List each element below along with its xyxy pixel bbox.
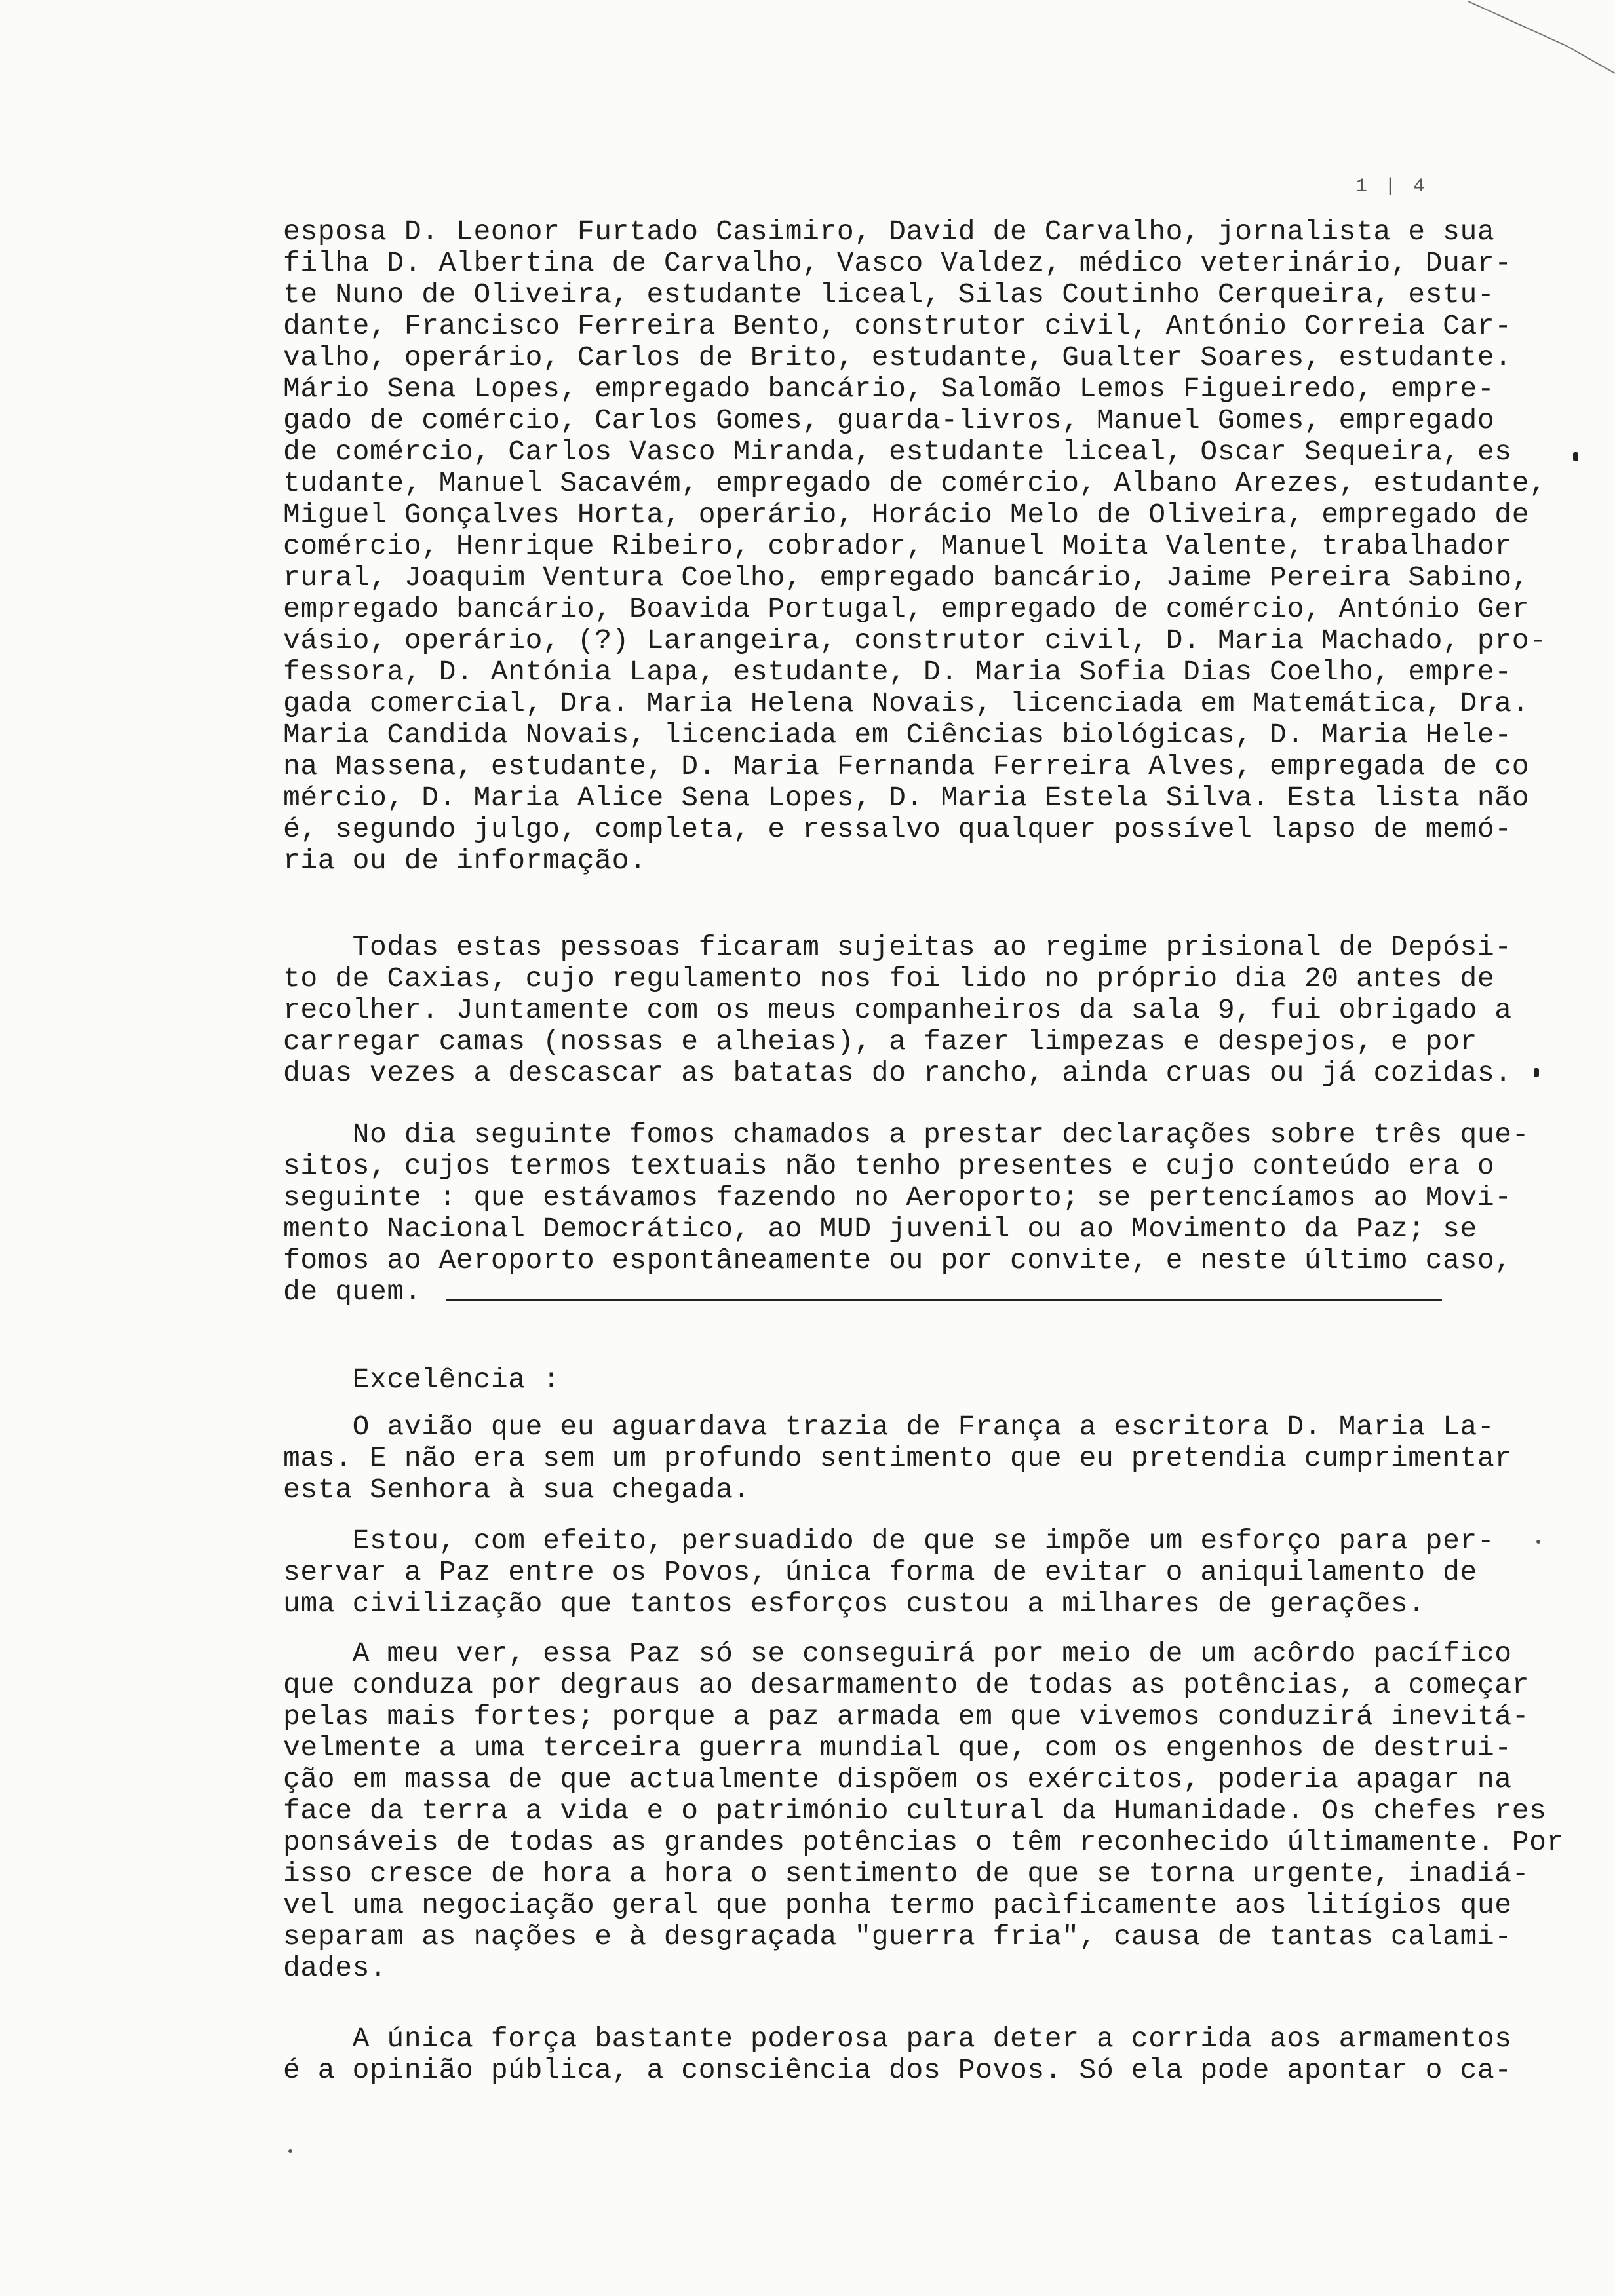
text-line: gado de comércio, Carlos Gomes, guarda-livros, Manuel Gomes, empregado <box>283 404 1495 436</box>
text-line: comércio, Henrique Ribeiro, cobrador, Manuel Moita Valente, trabalhador <box>283 530 1512 562</box>
scan-speck <box>1534 1068 1539 1077</box>
text-line: uma civilização que tantos esforços custou a milhares de gerações. <box>283 1588 1426 1620</box>
paragraph-name-list <box>283 216 1547 877</box>
text-line: ponsáveis de todas as grandes potências o têm reconhecido últimamente. Por <box>283 1826 1564 1858</box>
text-line: fomos ao Aeroporto espontâneamente ou por convite, e neste último caso, <box>283 1244 1512 1276</box>
text-line: vásio, operário, (?) Larangeira, construtor civil, D. Maria Machado, pro- <box>283 624 1547 657</box>
text-line: recolher. Juntamente com os meus companheiros da sala 9, fui obrigado a <box>283 994 1512 1026</box>
text-line: O avião que eu aguardava trazia de França a escritora D. Maria La- <box>283 1411 1495 1443</box>
text-line: A única força bastante poderosa para deter a corrida aos armamentos <box>283 2023 1512 2055</box>
text-line: de quem. <box>283 1276 422 1308</box>
text-line: servar a Paz entre os Povos, única forma de evitar o aniquilamento de <box>283 1556 1477 1588</box>
text-line: sitos, cujos termos textuais não tenho presentes e cujo conteúdo era o <box>283 1150 1495 1182</box>
text-line: gada comercial, Dra. Maria Helena Novais, licenciada em Matemática, Dra. <box>283 687 1530 719</box>
text-line: valho, operário, Carlos de Brito, estudante, Gualter Soares, estudante. <box>283 341 1512 373</box>
text-line: isso cresce de hora a hora o sentimento de que se torna urgente, inadiá- <box>283 1858 1530 1890</box>
text-line: Maria Candida Novais, licenciada em Ciências biológicas, D. Maria Hele- <box>283 719 1512 751</box>
text-line: Mário Sena Lopes, empregado bancário, Salomão Lemos Figueiredo, empre- <box>283 373 1495 405</box>
salutation <box>283 1364 1463 1396</box>
text-line: filha D. Albertina de Carvalho, Vasco Valdez, médico veterinário, Duar- <box>283 247 1512 279</box>
text-line: mas. E não era sem um profundo sentimento que eu pretendia cumprimentar <box>283 1442 1512 1474</box>
paragraph-public-opinion <box>283 2023 1512 2086</box>
text-line: empregado bancário, Boavida Portugal, empregado de comércio, António Ger <box>283 593 1530 625</box>
text-line: ria ou de informação. <box>283 845 647 877</box>
text-line: duas vezes a descascar as batatas do rancho, ainda cruas ou já cozidas. <box>283 1057 1512 1089</box>
text-line: esposa D. Leonor Furtado Casimiro, David de Carvalho, jornalista e sua <box>283 216 1495 248</box>
text-line: separam as nações e à desgraçada "guerra fria", causa de tantas calami- <box>283 1921 1512 1953</box>
text-line: carregar camas (nossas e alheias), a fazer limpezas e despejos, e por <box>283 1025 1477 1058</box>
text-line: rural, Joaquim Ventura Coelho, empregado bancário, Jaime Pereira Sabino, <box>283 562 1530 594</box>
text-line: dades. <box>283 1952 387 1984</box>
scan-speck <box>1573 452 1578 461</box>
text-line: tudante, Manuel Sacavém, empregado de comércio, Albano Arezes, estudante, <box>283 467 1547 499</box>
corner-scan-mark <box>1468 0 1615 79</box>
text-line: é, segundo julgo, completa, e ressalvo qualquer possível lapso de memó- <box>283 813 1512 845</box>
text-line: te Nuno de Oliveira, estudante liceal, Silas Coutinho Cerqueira, estu- <box>283 278 1495 311</box>
text-line: Miguel Gonçalves Horta, operário, Horácio Melo de Oliveira, empregado de <box>283 499 1530 531</box>
text-line: ção em massa de que actualmente dispõem os exércitos, poderia apagar na <box>283 1763 1512 1795</box>
text-line: dante, Francisco Ferreira Bento, construtor civil, António Correia Car- <box>283 310 1512 342</box>
scan-speck <box>1536 1540 1540 1544</box>
text-line: na Massena, estudante, D. Maria Fernanda Ferreira Alves, empregada de co <box>283 750 1530 782</box>
scan-speck <box>288 2149 292 2153</box>
text-line: face da terra a vida e o património cultural da Humanidade. Os chefes res <box>283 1795 1547 1827</box>
paragraph-declarations <box>283 1119 1530 1308</box>
text-line: de comércio, Carlos Vasco Miranda, estudante liceal, Oscar Sequeira, es <box>283 436 1512 468</box>
text-line: esta Senhora à sua chegada. <box>283 1474 750 1506</box>
page-number-mark: 1 | 4 <box>1355 176 1428 198</box>
text-line: mércio, D. Maria Alice Sena Lopes, D. Maria Estela Silva. Esta lista não <box>283 782 1530 814</box>
text-line: No dia seguinte fomos chamados a prestar declarações sobre três que- <box>283 1119 1530 1151</box>
paragraph-prison-regime <box>283 931 1512 1089</box>
paragraph-plane-arrival <box>283 1411 1512 1506</box>
text-line: fessora, D. Antónia Lapa, estudante, D. Maria Sofia Dias Coelho, empre- <box>283 656 1512 688</box>
paragraph-disarmament <box>283 1637 1564 1984</box>
text-line: seguinte : que estávamos fazendo no Aeroporto; se pertencíamos ao Movi- <box>283 1181 1512 1214</box>
paragraph-preserve-peace <box>283 1525 1495 1620</box>
text-line: mento Nacional Democrático, ao MUD juvenil ou ao Movimento da Paz; se <box>283 1213 1477 1245</box>
text-line: pelas mais fortes; porque a paz armada em que vivemos conduzirá inevitá- <box>283 1700 1530 1732</box>
text-line: to de Caxias, cujo regulamento nos foi lido no próprio dia 20 antes de <box>283 963 1495 995</box>
horizontal-divider <box>446 1299 1442 1301</box>
text-line: Todas estas pessoas ficaram sujeitas ao regime prisional de Depósi- <box>283 931 1512 963</box>
text-line: velmente a uma terceira guerra mundial que, com os engenhos de destrui- <box>283 1732 1512 1764</box>
text-line: vel uma negociação geral que ponha termo pacìficamente aos litígios que <box>283 1889 1512 1921</box>
text-line: A meu ver, essa Paz só se conseguirá por meio de um acôrdo pacífico <box>283 1637 1512 1670</box>
text-line: Estou, com efeito, persuadido de que se impõe um esforço para per- <box>283 1525 1495 1557</box>
text-line: Excelência : <box>283 1364 560 1396</box>
text-line: que conduza por degraus ao desarmamento de todas as potências, a começar <box>283 1669 1530 1701</box>
text-line: é a opinião pública, a consciência dos Povos. Só ela pode apontar o ca- <box>283 2054 1512 2086</box>
